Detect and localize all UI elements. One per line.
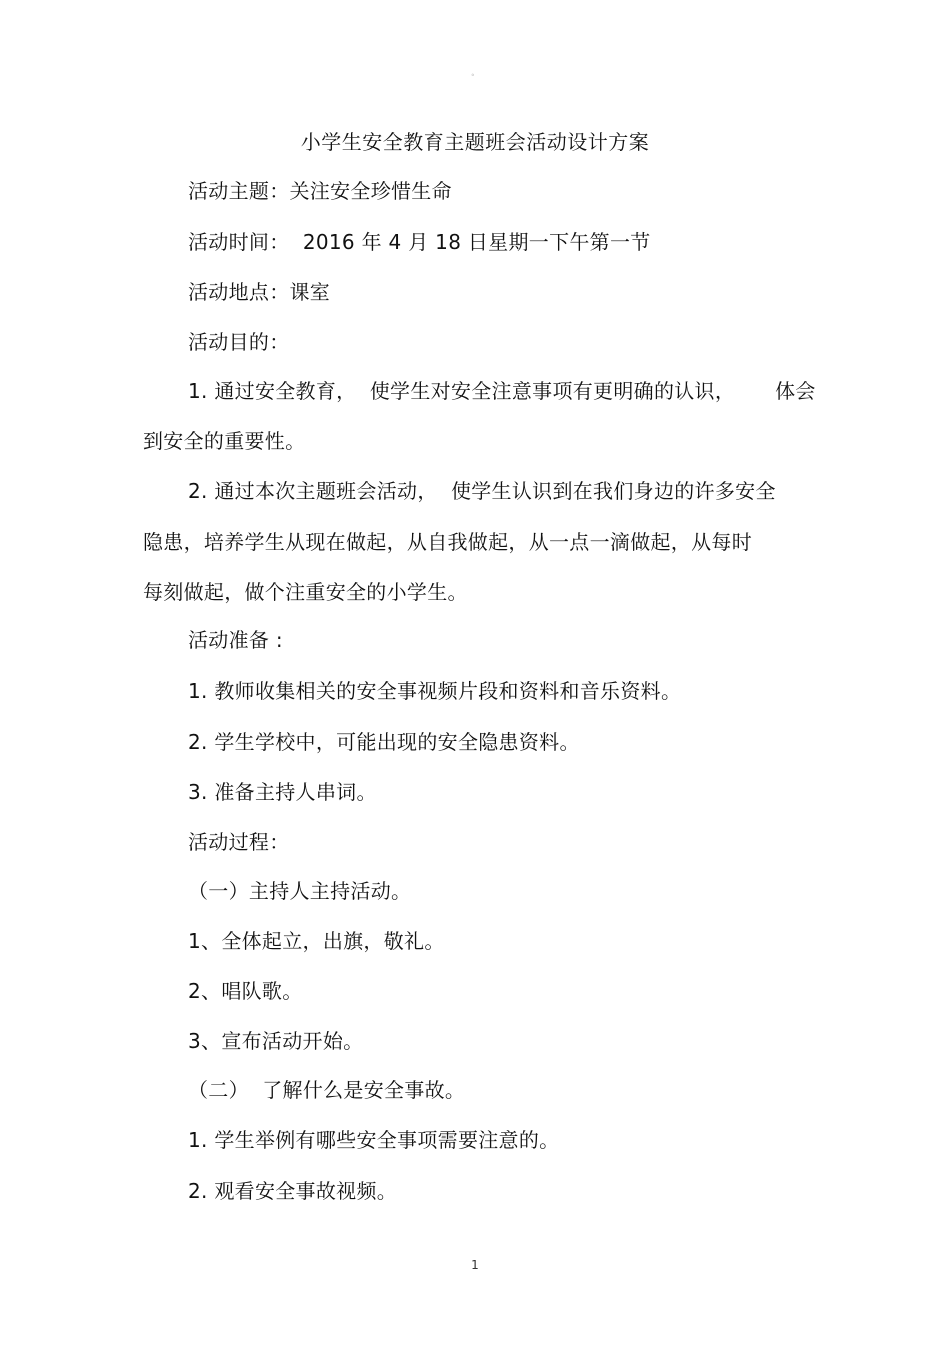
page-number: 1 (471, 1258, 479, 1272)
document-title: 小学生安全教育主题班会活动设计方案 (300, 130, 650, 154)
activity-location: 活动地点：课室 (188, 280, 331, 304)
purpose-item-2-line-2: 隐患，培养学生从现在做起，从自我做起，从一点一滴做起，从每时 (143, 530, 752, 554)
activity-purpose-heading: 活动目的： (188, 330, 290, 354)
activity-theme: 活动主题：关注安全珍惜生命 (188, 179, 452, 203)
purpose-item-2-line-1: 2. 通过本次主题班会活动， 使学生认识到在我们身边的许多安全 (188, 479, 776, 503)
section-2-item-2: 2. 观看安全事故视频。 (188, 1179, 398, 1203)
process-section-2-heading: （二） 了解什么是安全事故。 (188, 1078, 466, 1102)
process-section-1-heading: （一）主持人主持活动。 (188, 879, 412, 903)
section-2-item-1: 1. 学生举例有哪些安全事项需要注意的。 (188, 1128, 560, 1152)
header-mark: 。 (471, 69, 479, 77)
process-step-3: 3、宣布活动开始。 (188, 1029, 364, 1053)
activity-process-heading: 活动过程： (188, 830, 290, 854)
process-step-1: 1、全体起立，出旗，敬礼。 (188, 929, 445, 953)
preparation-item-3: 3. 准备主持人串词。 (188, 780, 377, 804)
purpose-item-1-line-2: 到安全的重要性。 (143, 429, 306, 453)
process-step-2: 2、唱队歌。 (188, 979, 303, 1003)
preparation-item-2: 2. 学生学校中，可能出现的安全隐患资料。 (188, 730, 580, 754)
purpose-item-1-line-1: 1. 通过安全教育， 使学生对安全注意事项有更明确的认识， 体会 (188, 379, 816, 403)
preparation-item-1: 1. 教师收集相关的安全事视频片段和资料和音乐资料。 (188, 679, 682, 703)
purpose-item-2-line-3: 每刻做起，做个注重安全的小学生。 (143, 580, 468, 604)
activity-preparation-heading: 活动准备 : (188, 628, 283, 652)
activity-time: 活动时间： 2016 年 4 月 18 日星期一下午第一节 (188, 230, 651, 254)
